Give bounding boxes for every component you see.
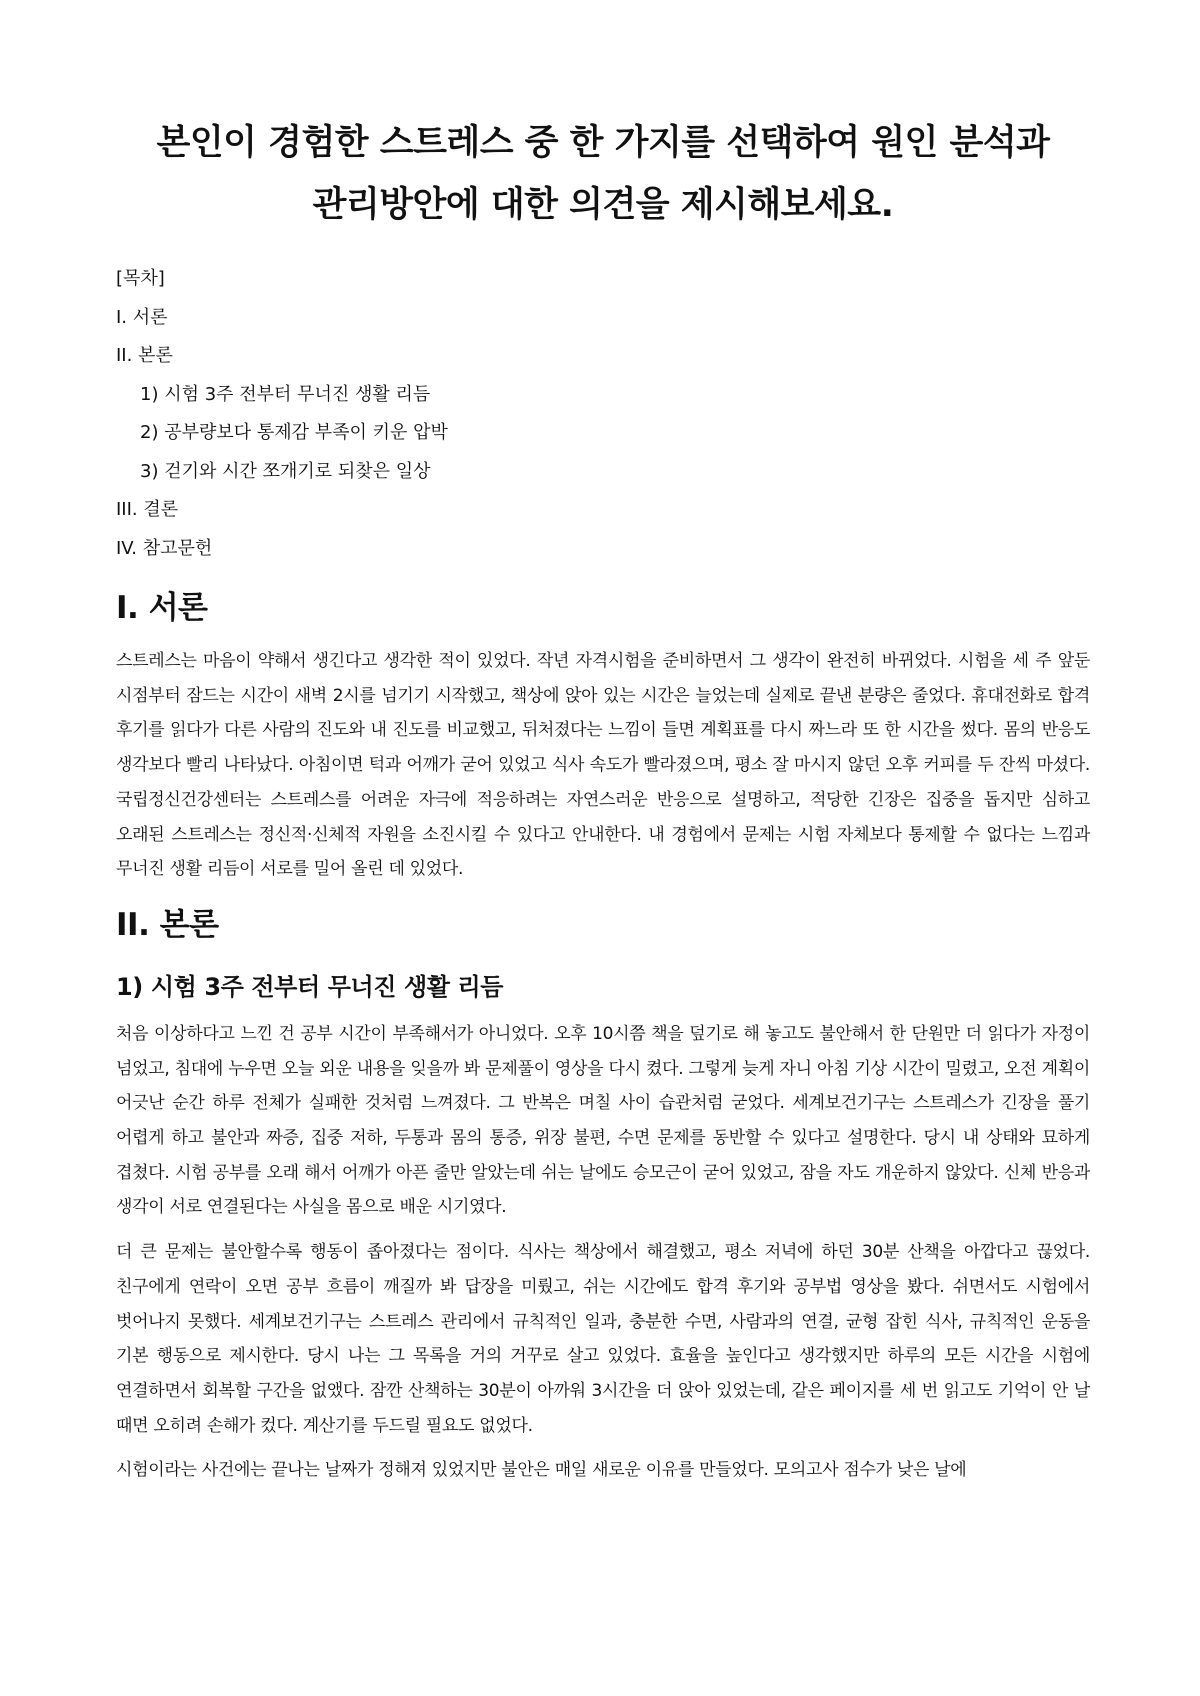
document-title: 본인이 경험한 스트레스 중 한 가지를 선택하여 원인 분석과 관리방안에 대한 의견을 제시해보세요. [156, 123, 1050, 225]
body-paragraph: 처음 이상하다고 느낀 건 공부 시간이 부족해서가 아니었다. 오후 10시쯤 책을 덮기로 해 놓고도 불안해서 한 단원만 더 읽다가 자정이 넘었고, 침대에 누우면 오늘 외운 내용을 잊을까 봐 문제풀이 영상을 다시 켰다. 그렇게 늦게 자니 아침 기상 시간이 밀렸고, 오전 계획이 어긋난 순간 하루 전체가 실패한 것처럼 느껴졌다. 그 반복은 며칠 사이 습관처럼 굳었다. 세계보건기구는 스트레스가 긴장을 풀기 어렵게 하고 불안과 짜증, 집중 저하, 두통과 몸의 통증, 위장 불편, 수면 문제를 동반할 수 있다고 설명한다. 당시 내 상태와 묘하게 겹쳤다. 시험 공부를 오래 해서 어깨가 아픈 줄만 알았는데 쉬는 날에도 승모근이 굳어 있었고, 잠을 자도 개운하지 않았다. 신체 반응과 생각이 서로 연결된다는 사실을 몸으로 배운 시기였다. [116, 1023, 1090, 1218]
toc-item: IV. 참고문헌 [116, 537, 213, 559]
toc-item: II. 본론 [116, 345, 173, 366]
subsection-heading-1: 1) 시험 3주 전부터 무너진 생활 리듬 [116, 972, 504, 1001]
body-paragraph: 더 큰 문제는 불안할수록 행동이 좁아졌다는 점이다. 식사는 책상에서 해결했고, 평소 저녁에 하던 30분 산책을 아깝다고 끊었다. 친구에게 연락이 오면 공부 흐름이 깨질까 봐 답장을 미뤘고, 쉬는 시간에도 합격 후기와 공부법 영상을 봤다. 쉬면서도 시험에서 벗어나지 못했다. 세계보건기구는 스트레스 관리에서 규칙적인 일과, 충분한 수면, 사람과의 연결, 균형 잡힌 식사, 규칙적인 운동을 기본 행동으로 제시한다. 당시 나는 그 목록을 거의 거꾸로 살고 있었다. 효율을 높인다고 생각했지만 하루의 모든 시간을 시험에 연결하면서 회복할 구간을 없앴다. 잠깐 산책하는 30분이 아까워 3시간을 더 앉아 있었는데, 같은 페이지를 세 번 읽고도 기억이 안 날 때면 오히려 손해가 컸다. 계산기를 두드릴 필요도 없었다. [116, 1242, 1090, 1436]
toc-heading: [목차] [116, 268, 165, 289]
table-of-contents [116, 260, 1090, 568]
toc-item: I. 서론 [116, 306, 168, 328]
intro-paragraph: 스트레스는 마음이 약해서 생긴다고 생각한 적이 있었다. 작년 자격시험을 준비하면서 그 생각이 완전히 바뀌었다. 시험을 세 주 앞둔 시점부터 잠드는 시간이 새벽 2시를 넘기기 시작했고, 책상에 앉아 있는 시간은 늘었는데 실제로 끝낸 분량은 줄었다. 휴대전화로 합격 후기를 읽다가 다른 사람의 진도와 내 진도를 비교했고, 뒤처졌다는 느낌이 들면 계획표를 다시 짜느라 또 한 시간을 썼다. 몸의 반응도 생각보다 빨리 나타났다. 아침이면 턱과 어깨가 굳어 있었고 식사 속도가 빨라졌으며, 평소 잘 마시지 않던 오후 커피를 두 잔씩 마셨다. 국립정신건강센터는 스트레스를 어려운 자극에 적응하려는 자연스러운 반응으로 설명하고, 적당한 긴장은 집중을 돕지만 심하고 오래된 스트레스는 정신적·신체적 자원을 소진시킬 수 있다고 안내한다. 내 경험에서 문제는 시험 자체보다 통제할 수 없다는 느낌과 무너진 생활 리듬이 서로를 밀어 올린 데 있었다. [116, 651, 1090, 880]
toc-item: 3) 걷기와 시간 쪼개기로 되찾은 일상 [140, 460, 431, 482]
toc-item: 1) 시험 3주 전부터 무너진 생활 리듬 [140, 383, 431, 405]
section-heading-body: II. 본론 [116, 906, 219, 943]
toc-item: III. 결론 [116, 499, 179, 520]
section-heading-intro: I. 서론 [116, 590, 208, 626]
toc-item: 2) 공부량보다 통제감 부족이 키운 압박 [140, 422, 448, 443]
body-paragraph: 시험이라는 사건에는 끝나는 날짜가 정해져 있었지만 불안은 매일 새로운 이유를 만들었다. 모의고사 점수가 낮은 날에 [116, 1460, 967, 1481]
